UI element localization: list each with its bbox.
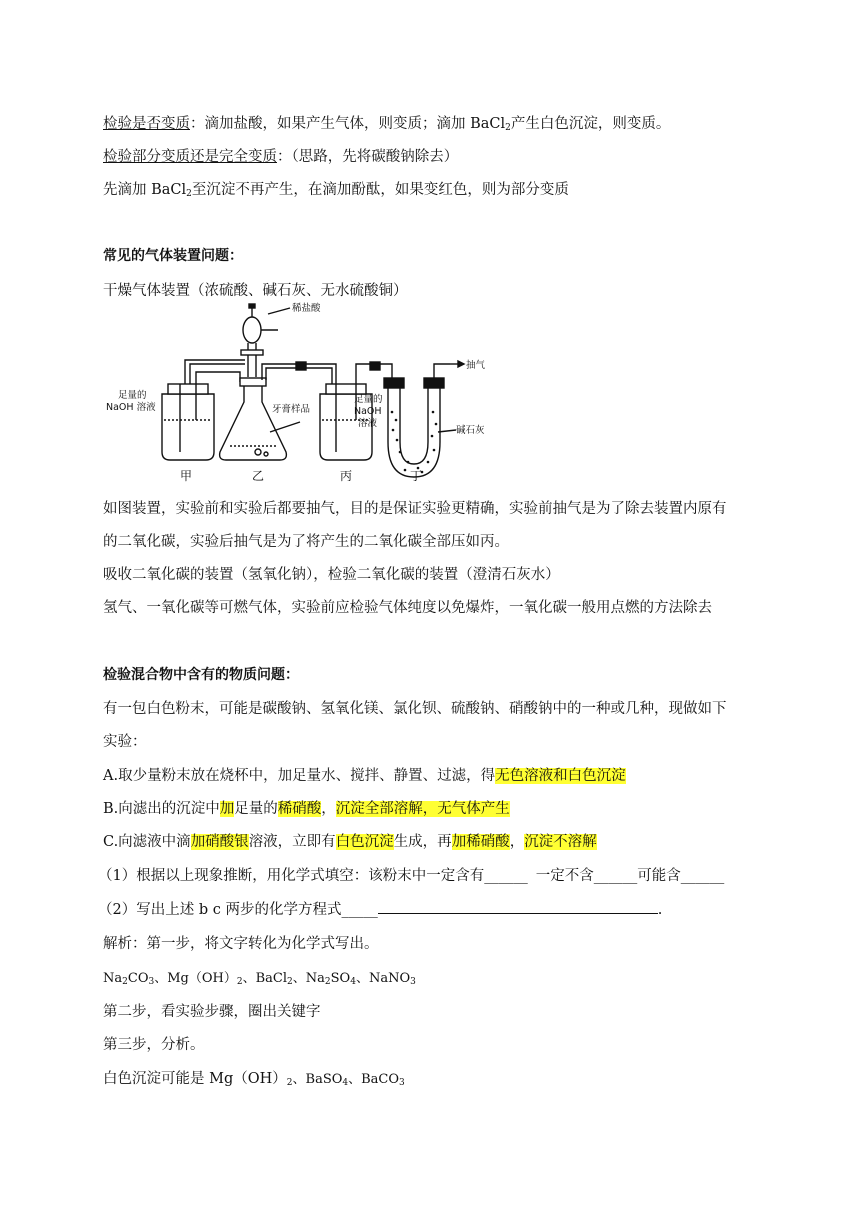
label-partial-check: 检验部分变质还是完全变质: [103, 149, 277, 165]
subscript: 3: [148, 977, 155, 987]
subscript: 4: [350, 977, 356, 987]
text: ，: [321, 801, 336, 817]
subscript: 2: [286, 1078, 293, 1088]
answer-blank[interactable]: [378, 901, 658, 914]
text: 先滴加 BaCl: [103, 182, 187, 198]
subscript: 2: [287, 977, 293, 987]
text: C.向滤液中滴: [103, 834, 191, 850]
text: 、Na: [292, 971, 325, 986]
text: 、BaCO: [348, 1072, 400, 1087]
text: （2）写出上述 b c 两步的化学方程式_____: [98, 902, 378, 918]
step-a: [103, 764, 626, 785]
question-1: [98, 864, 724, 885]
text: .: [657, 902, 663, 918]
caption-jia: 甲: [180, 469, 193, 483]
u-tube-ding: [388, 384, 440, 477]
white-precipitate: [103, 1067, 405, 1088]
para-flammable-gas: 氢气、一氧化碳等可燃气体，实验前应检验气体纯度以免爆炸，一氧化碳一般用点燃的方法除去: [103, 600, 712, 616]
text: 、BaCl: [242, 971, 288, 986]
label-naoh-bing-1: 足量的: [354, 394, 383, 405]
text: CO: [127, 971, 149, 986]
subscript: 2: [122, 977, 128, 987]
text: SO: [330, 971, 351, 986]
para-absorb-co2: 吸收二氧化碳的装置（氢氧化钠），检验二氧化碳的装置（澄清石灰水）: [103, 567, 560, 583]
apparatus-diagram: [100, 302, 500, 484]
text: 一定不含______可能含______: [535, 868, 725, 884]
caption-ding: 丁: [410, 469, 423, 483]
subscript: 2: [324, 977, 331, 987]
step-c: [103, 830, 597, 851]
dry-device-text: 干燥气体装置（浓硫酸、碱石灰、无水硫酸铜）: [103, 283, 408, 299]
text: B.向滤出的沉淀中: [103, 801, 220, 817]
label-sample: 牙膏样品: [272, 404, 311, 415]
text: A.取少量粉末放在烧杯中，加足量水、搅拌、静置、过滤，得: [103, 768, 496, 784]
text: 、BaSO: [292, 1072, 343, 1087]
label-naoh-bing-3: 溶液: [358, 418, 378, 429]
label-naoh-jia-2: NaOH 溶液: [106, 402, 156, 413]
flask-yi: [220, 382, 287, 460]
text: 白色沉淀可能是 Mg（OH）: [103, 1071, 287, 1087]
highlight: 加: [219, 801, 235, 817]
heading-gas-devices: 常见的气体装置问题：: [103, 248, 243, 264]
question-intro-2: 实验：: [103, 734, 147, 750]
subscript: 3: [410, 977, 416, 987]
highlight: 加硝酸银: [190, 834, 249, 850]
para-check-deterioration: [103, 112, 670, 133]
highlight: 沉淀全部溶解，无气体产生: [335, 801, 510, 817]
highlight: 无色溶液和白色沉淀: [495, 768, 626, 784]
highlight: 加稀硝酸: [451, 834, 510, 850]
text: ，: [509, 834, 525, 850]
text: ：滴加盐酸，如果产生气体，则变质；滴加 BaCl: [190, 116, 506, 132]
subscript: 4: [342, 1078, 349, 1088]
text: 至沉淀不再产生，在滴加酚酞，如果变红色，则为部分变质: [191, 182, 569, 198]
subscript: 3: [399, 1078, 405, 1088]
label-naoh-jia-1: 足量的: [118, 390, 147, 401]
question-intro-1: 有一包白色粉末，可能是碳酸钠、氢氧化镁、氯化钡、硫酸钠、硝酸钠中的一种或几种，现做如下: [103, 701, 727, 717]
text: 产生白色沉淀，则变质。: [510, 116, 671, 132]
para-device-explanation-1: 如图装置，实验前和实验后都要抽气，目的是保证实验更精确，实验前抽气是为了除去装置内原有: [103, 501, 727, 517]
caption-yi: 乙: [252, 469, 265, 483]
subscript: 2: [236, 977, 243, 987]
analysis-step-3: 第三步，分析。: [103, 1037, 205, 1053]
highlight: 稀硝酸: [277, 801, 322, 817]
text: ：（思路，先将碳酸钠除去）: [277, 149, 459, 165]
step-b: [103, 797, 510, 818]
label-acid: 稀盐酸: [292, 303, 321, 314]
para-method: [103, 178, 569, 199]
text: 、Mg（OH）: [154, 971, 237, 986]
text: Na: [103, 971, 123, 986]
funnel-bulb: [243, 317, 261, 343]
subscript: 2: [505, 123, 511, 133]
label-naoh-bing-2: NaOH: [354, 406, 382, 417]
caption-bing: 丙: [340, 469, 353, 483]
question-2: [98, 898, 662, 919]
text: 生成，再: [393, 834, 452, 850]
para-device-explanation-2: 的二氧化碳，实验后抽气是为了将产生的二氧化碳全部压如丙。: [103, 534, 509, 550]
text: 足量的: [234, 801, 278, 817]
highlight: 白色沉淀: [335, 834, 394, 850]
analysis-step-1: 解析：第一步，将文字转化为化学式写出。: [103, 936, 379, 952]
label-pump: 抽气: [466, 360, 486, 371]
label-soda-lime: 碱石灰: [456, 425, 485, 436]
subscript: 2: [186, 189, 192, 199]
label-check-deterioration: 检验是否变质: [103, 116, 190, 132]
text: 溶液，立即有: [248, 834, 336, 850]
heading-mixture: 检验混合物中含有的物质问题：: [103, 667, 299, 683]
bottle-jia: [162, 394, 214, 460]
chemical-formulas: [103, 967, 416, 987]
text: （1）根据以上现象推断，用化学式填空：该粉末中一定含有______: [98, 868, 528, 884]
para-partial-or-complete: [103, 145, 458, 166]
analysis-step-2: 第二步，看实验步骤，圈出关键字: [103, 1004, 321, 1020]
text: 、NaNO: [355, 971, 411, 986]
highlight: 沉淀不溶解: [524, 834, 597, 850]
